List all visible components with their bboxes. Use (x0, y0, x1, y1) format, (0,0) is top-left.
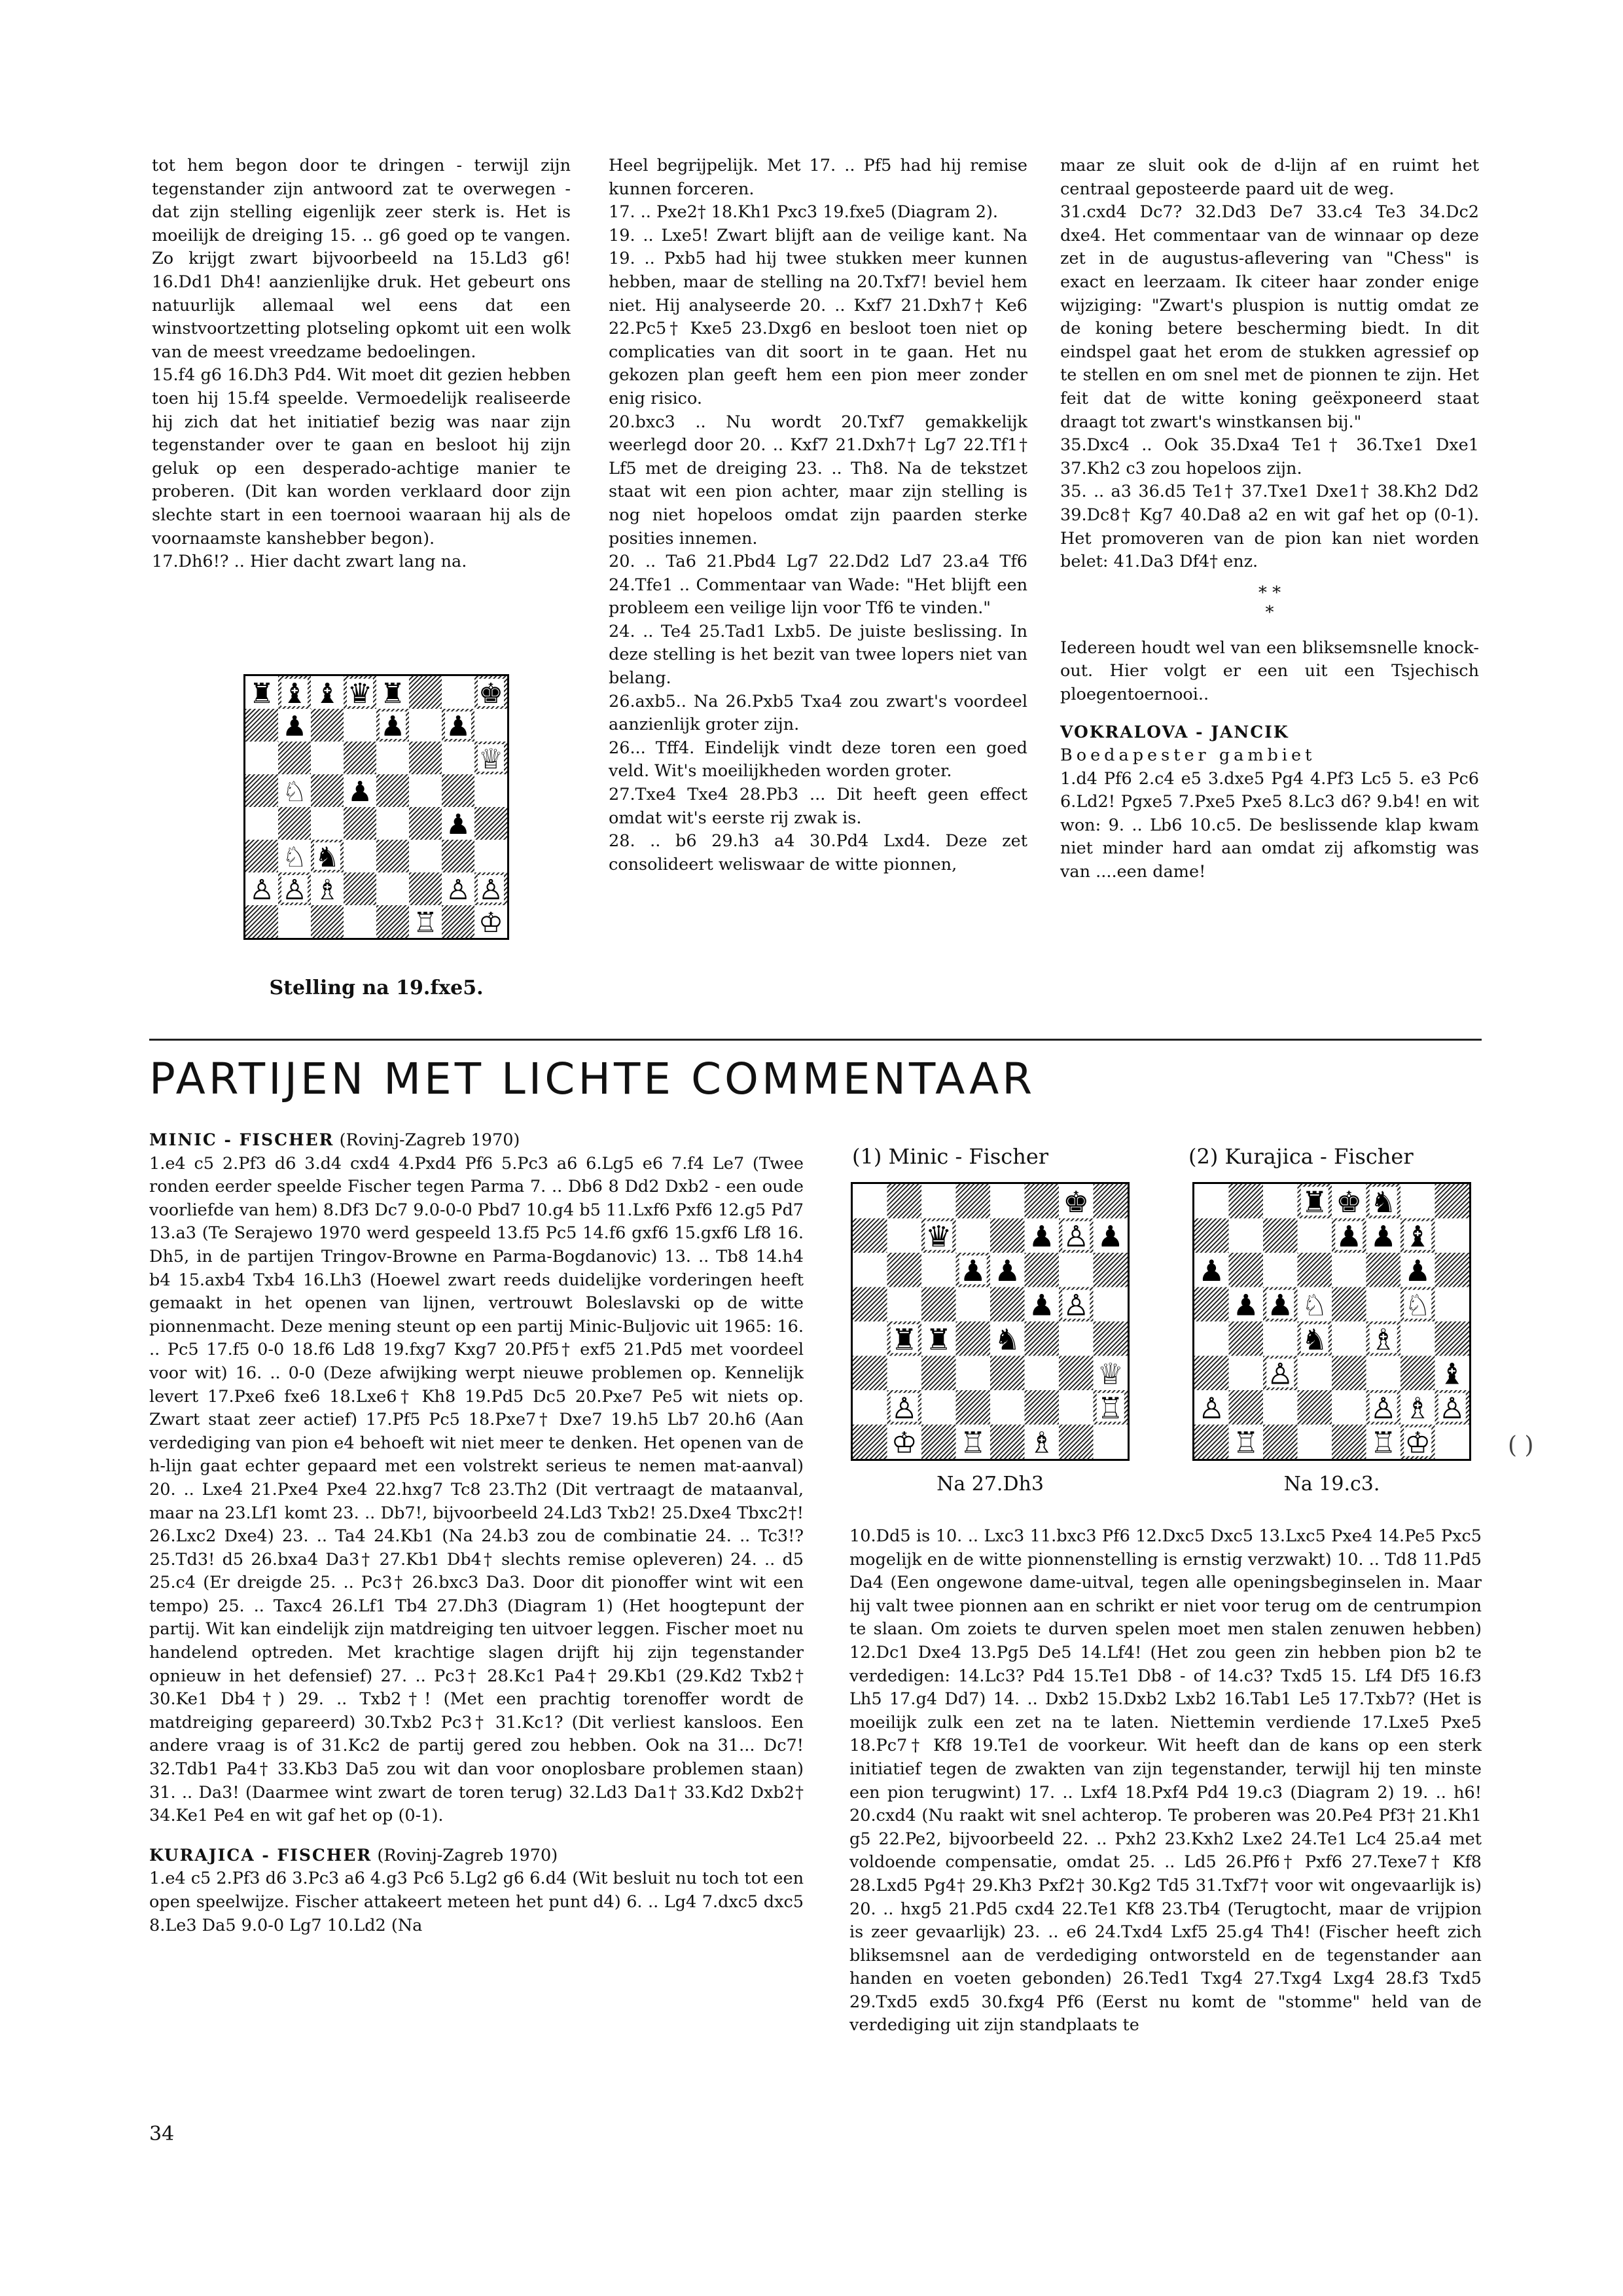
chess-piece: ♟ (347, 776, 373, 808)
chess-piece: ♖ (1232, 1426, 1259, 1459)
chess-piece: ♟ (1336, 1219, 1363, 1254)
chess-piece: ♝ (281, 678, 308, 710)
chess-piece: ♟ (1232, 1288, 1259, 1323)
chess-piece: ♗ (1370, 1323, 1397, 1357)
board-square (278, 905, 311, 938)
chess-board-svg (1194, 1184, 1469, 1459)
chess-piece: ♖ (1097, 1391, 1124, 1426)
board-square (1332, 1321, 1366, 1356)
board-square (442, 774, 474, 807)
board-square (1435, 1184, 1470, 1219)
board-square (853, 1253, 887, 1287)
board-square (1366, 1287, 1401, 1322)
chess-piece: ♘ (281, 776, 308, 808)
board-square (853, 1287, 887, 1322)
board-square (990, 1390, 1025, 1425)
section-divider (149, 1039, 1482, 1041)
column-3 (1060, 154, 1479, 884)
column-1 (152, 154, 571, 574)
board-square (921, 1425, 956, 1460)
board-square (344, 905, 376, 938)
board-square (853, 1321, 887, 1356)
chess-piece: ♗ (314, 874, 340, 906)
board-square (921, 1253, 956, 1287)
board-square (344, 709, 376, 742)
board-square (1229, 1184, 1264, 1219)
board-square (278, 742, 311, 774)
diagram-1-caption: Na 27.Dh3 (936, 1473, 1044, 1496)
chess-piece: ♟ (1267, 1288, 1294, 1323)
board-square (1194, 1219, 1229, 1253)
paragraph: 35.Dxc4 .. Ook 35.Dxa4 Te1† 36.Txe1 Dxe1 37.Kh2 c3 zou hopeloos zijn. (1060, 435, 1479, 478)
chess-board-svg (245, 676, 507, 938)
chess-piece: ♟ (1028, 1288, 1055, 1323)
board-square (990, 1425, 1025, 1460)
game-text: 1.e4 c5 2.Pf3 d6 3.Pc3 a6 4.g3 Pc6 5.Lg2 g6 6.d4 (Wit besluit nu toch tot een open speelwijze. Fischer attakeert meteen het punt d4) 6. .. Lg4 7.dxc5 dxc5 8.Le3 Da5 9.0-0 Lg7 10.Ld2 (Na (149, 1869, 804, 1935)
board-square (1194, 1356, 1229, 1391)
chess-piece: ♚ (1063, 1185, 1090, 1220)
board-square (245, 774, 278, 807)
chess-piece: ♝ (1438, 1357, 1465, 1391)
game-event: (Rovinj-Zagreb 1970) (339, 1130, 520, 1150)
chess-piece: ♗ (1404, 1391, 1431, 1426)
board-square (311, 774, 344, 807)
board-square (990, 1184, 1025, 1219)
board-square (1229, 1321, 1264, 1356)
board-square (1435, 1321, 1470, 1356)
board-square (1025, 1321, 1060, 1356)
board-square (1298, 1253, 1332, 1287)
game-title: KURAJICA - FISCHER (149, 1845, 372, 1865)
column-2 (609, 154, 1027, 876)
paragraph: 15.f4 g6 16.Dh3 Pd4. Wit moet dit gezien hebben toen hij 15.f4 speelde. Vermoedelijk realiseerde hij zich dat het initiatief bezig was naar zijn tegenstander over te gaan en besloot hij zijn geluk op een desperado-achtige manier te proberen. (Dit kan worden verklaard door zijn slechte start in een toernooi waaraan hij als de voornaamste kanshebber begon). (152, 365, 571, 548)
board-square (1298, 1390, 1332, 1425)
board-square (853, 1184, 887, 1219)
board-square (921, 1356, 956, 1391)
paragraph: 19. .. Lxe5! Zwart blijft aan de veilige kant. Na 19. .. Pxb5 had hij twee stukken meer kunnen hebben, maar de stelling na 20.Txf7! beviel hem niet. Hij analyseerde 20. .. Kxf7 21.Dxh7† Ke6 22.Pc5† Kxe5 23.Dxg6 en besloot toen niet op complicaties van dit soort in te gaan. Het nu gekozen plan geeft hem een pion meer zonder enig risico. (609, 225, 1027, 408)
chess-piece: ♜ (380, 678, 406, 710)
chess-piece: ♟ (445, 711, 471, 743)
board-square (990, 1356, 1025, 1391)
game-title: MINIC - FISCHER (149, 1130, 334, 1149)
paragraph: 35. .. a3 36.d5 Te1† 37.Txe1 Dxe1† 38.Kh2 Dd2 39.Dc8† Kg7 40.Da8 a2 en wit gaf het op (0-1). Het promoveren van de pion kan niet worden belet: 41.Da3 Df4† enz. (1060, 482, 1479, 572)
chess-piece: ♔ (891, 1426, 918, 1459)
board-square (1194, 1184, 1229, 1219)
board-square (409, 709, 442, 742)
chess-piece: ♚ (1336, 1185, 1363, 1220)
board-square (1194, 1425, 1229, 1460)
board-square (442, 840, 474, 872)
chess-piece: ♟ (994, 1254, 1021, 1289)
board-square (956, 1390, 991, 1425)
chess-piece: ♘ (281, 842, 308, 874)
board-square (853, 1390, 887, 1425)
board-square (990, 1219, 1025, 1253)
chess-piece: ♛ (925, 1219, 952, 1254)
paragraph: 17. .. Pxe2† 18.Kh1 Pxc3 19.fxe5 (Diagram 2). (609, 202, 999, 223)
board-square (990, 1287, 1025, 1322)
board-square (956, 1184, 991, 1219)
board-square (1332, 1356, 1366, 1391)
board-square (1366, 1356, 1401, 1391)
paragraph: 24. .. Te4 25.Tad1 Lxb5. De juiste beslissing. In deze stelling is het bezit van twee lopers niet van belang. (609, 621, 1027, 689)
board-square (1194, 1287, 1229, 1322)
chess-piece: ♝ (1404, 1219, 1431, 1254)
board-square (1059, 1356, 1094, 1391)
chess-piece: ♟ (959, 1254, 986, 1289)
board-square (1263, 1253, 1298, 1287)
chess-piece: ♟ (281, 711, 308, 743)
board-square (853, 1356, 887, 1391)
board-square (409, 774, 442, 807)
board-square (1229, 1219, 1264, 1253)
lower-column-2 (849, 1525, 1482, 2037)
board-square (1298, 1356, 1332, 1391)
paragraph: 28. .. b6 29.h3 a4 30.Pd4 Lxd4. Deze zet consolideert weliswaar de witte pionnen, (609, 831, 1027, 874)
board-square (1332, 1425, 1366, 1460)
chess-piece: ♛ (347, 678, 373, 710)
board-square (921, 1390, 956, 1425)
chess-piece: ♟ (445, 809, 471, 841)
board-square (311, 905, 344, 938)
board-square (442, 676, 474, 709)
separator-star: * (1265, 602, 1274, 622)
diagram-2-caption: Na 19.c3. (1283, 1473, 1380, 1496)
board-square (376, 840, 409, 872)
board-square (1025, 1356, 1060, 1391)
board-square (1435, 1253, 1470, 1287)
chess-piece: ♟ (1404, 1254, 1431, 1289)
board-square (1025, 1184, 1060, 1219)
separator-stars: * * (1258, 583, 1281, 603)
board-square (887, 1287, 922, 1322)
chess-diagram-2 (1192, 1182, 1471, 1461)
chess-diagram-main (243, 674, 509, 940)
board-square (956, 1356, 991, 1391)
chess-piece: ♖ (1370, 1426, 1397, 1459)
board-square (1435, 1287, 1470, 1322)
margin-mark: ( ) (1508, 1432, 1534, 1459)
board-square (245, 807, 278, 840)
chess-piece: ♞ (994, 1323, 1021, 1357)
board-square (376, 905, 409, 938)
diagram-2-label: (2) Kurajica - Fischer (1188, 1144, 1414, 1169)
chess-piece: ♟ (1028, 1219, 1055, 1254)
paragraph: 26... Tff4. Eindelijk vindt deze toren een goed veld. Wit's moeilijkheden worden groter. (609, 738, 1027, 781)
board-square (1332, 1253, 1366, 1287)
chess-piece: ♙ (445, 874, 471, 906)
board-square (956, 1219, 991, 1253)
board-square (956, 1321, 991, 1356)
chess-piece: ♖ (412, 907, 438, 938)
board-square (1400, 1321, 1435, 1356)
board-square (853, 1425, 887, 1460)
chess-piece: ♙ (1370, 1391, 1397, 1426)
board-square (887, 1219, 922, 1253)
chess-piece: ♔ (478, 907, 504, 938)
board-square (1229, 1253, 1264, 1287)
game-text: 1.d4 Pf6 2.c4 e5 3.dxe5 Pg4 4.Pf3 Lc5 5. e3 Pc6 6.Ld2! Pgxe5 7.Pxe5 Pxe5 8.Lc3 d6? 9.b4! en wit won: 9. .. Lb6 10.c5. De beslissende klap kwam niet minder hard aan omdat zij afkomstig was van ....een dame! (1060, 768, 1479, 882)
board-square (344, 872, 376, 905)
board-square (474, 774, 507, 807)
chess-piece: ♗ (1028, 1426, 1055, 1459)
board-square (311, 709, 344, 742)
board-square (278, 807, 311, 840)
board-square (376, 872, 409, 905)
chess-piece: ♞ (1301, 1323, 1328, 1357)
chess-board-svg (853, 1184, 1128, 1459)
paragraph: tot hem begon door te dringen - terwijl zijn tegenstander zijn antwoord zat te overwegen - dat zijn stelling eigenlijk zeer sterk is. Het is moeilijk de dreiging 15. .. g6 goed op te vangen. Zo krijgt zwart bijvoorbeeld na 15.Ld3 g6! 16.Dd1 Dh4! aanzienlijke druk. Het gebeurt ons natuurlijk allemaal wel eens dat een winstvoortzetting plotseling opkomt uit een wolk van de meest vreedzame bedoelingen. (152, 156, 571, 362)
board-square (1400, 1184, 1435, 1219)
chess-piece: ♚ (478, 678, 504, 710)
chess-piece: ♙ (1438, 1391, 1465, 1426)
board-square (245, 905, 278, 938)
diagram-caption: Stelling na 19.fxe5. (269, 977, 484, 999)
board-square (245, 709, 278, 742)
chess-piece: ♞ (1370, 1185, 1397, 1220)
board-square (921, 1184, 956, 1219)
chess-piece: ♜ (249, 678, 275, 710)
board-square (1298, 1219, 1332, 1253)
chess-piece: ♜ (891, 1323, 918, 1357)
diagram-1-label: (1) Minic - Fischer (852, 1144, 1049, 1169)
board-square (376, 807, 409, 840)
board-square (1094, 1425, 1128, 1460)
board-square (474, 807, 507, 840)
chess-piece: ♟ (380, 711, 406, 743)
board-square (1435, 1425, 1470, 1460)
board-square (887, 1184, 922, 1219)
board-square (1263, 1219, 1298, 1253)
paragraph: 31.cxd4 Dc7? 32.Dd3 De7 33.c4 Te3 34.Dc2 dxe4. Het commentaar van de winnaar op deze zet in de augustus-aflevering van "Chess" is exact en leerzaam. Ik citeer haar zonder enige wijziging: "Zwart's pluspion is nuttig omdat ze de koning betere bescherming biedt. In dit eindspel gaat het erom de stukken agressief op te stellen en om snel met de pionnen te zijn. Het feit dat de witte koning geëxponeerd staat draagt tot zwart's winstkansen bij." (1060, 202, 1479, 432)
chess-piece: ♖ (959, 1426, 986, 1459)
chess-piece: ♝ (314, 678, 340, 710)
board-square (409, 840, 442, 872)
chess-piece: ♜ (1301, 1185, 1328, 1220)
board-square (956, 1287, 991, 1322)
game-text: 1.e4 c5 2.Pf3 d6 3.d4 cxd4 4.Pxd4 Pf6 5.Pc3 a6 6.Lg5 e6 7.f4 Le7 (Twee ronden eerder speelde Fischer tegen Parma 7. .. Db6 8 Dd2 Dxb2 - een oude voorliefde van hem) 8.Df3 Dc7 9.0-0-0 Pbd7 10.g4 b5 11.Lxf6 Pxf6 12.g5 Pd7 13.a3 (Te Serajewo 1970 werd gespeeld 13.f5 Pc5 14.f6 gxf6 15.gxf6 Lf8 16. Dh5, in de partijen Tringov-Browne en Parma-Bogdanovic) 13. .. Tb8 14.h4 b4 15.axb4 Txb4 16.Lh3 (Hoewel zwart reeds duidelijke vorderingen heeft gemaakt in het openen van lijnen, vertrouwt Boleslavski op de witte pionnenmacht. Deze mening steunt op een partij Minic-Buljovic uit 1965: 16. .. Pc5 17.f5 0-0 18.f6 Ld8 19.fxg7 Kxg7 20.Pf5† exf5 21.Pd5 met voordeel voor wit) 16. .. 0-0 (Deze afwijking werpt nieuwe problemen op. Kennelijk levert 17.Pxe6 fxe6 18.Lxe6† Kh8 19.Pd5 Dc5 20.Pxe7 Pe5 wit niets op. Zwart staat zeer actief) 17.Pf5 Pc5 18.Pxe7† Dxe7 19.h5 Lb7 20.h6 (Aan verdediging van pion e4 behoeft wit niet meer te denken. Het openen van de h-lijn gaat echter gepaard met een volstrekt serieus te nemen mat-aanval) 20. .. Lxe4 21.Pxe4 Pxe4 22.hxg7 Tc8 23.Th2 (Dit vertraagt de mataanval, maar na 23.Lf1 komt 23. .. Db7!, bijvoorbeeld 24.Ld3 Txb2! 25.Dxe4 Tbxc2†! 26.Lxc2 Dxe4) 23. .. Ta4 24.Kb1 (Na 24.b3 zou de combinatie 24. .. Tc3!? 25.Td3! d5 26.bxa4 Da3† 27.Kb1 Db4† slechts remise opleveren) 24. .. d5 25.c4 (Er dreigde 25. .. Pc3† 26.bxc3 Da3. Door dit pionoffer wint wit een tempo) 25. .. Taxc4 26.Lf1 Tb4 27.Dh3 (Diagram 1) (Het hoogtepunt der partij. Wit kan eindelijk zijn matdreiging ten uitvoer leggen. Fischer moet nu handelend optreden. Met krachtige slagen drijft hij zijn tegenstander opnieuw in het defensief) 27. .. Pc3† 28.Kc1 Pa4† 29.Kb1 (29.Kd2 Txb2† 30.Ke1 Db4†) 29. .. Txb2†! (Met een prachtig torenoffer wordt de matdreiging gepareerd) 30.Txb2 Pc3† 31.Kc1? (Dit verliest kansloos. Een andere vraag is of 31.Kc2 de partij gered zou hebben. Ook na 31... Dc7! 32.Tdb1 Pa4† 33.Kb3 Da5 zou wit dan voor onoplosbare problemen staan) 31. .. Da3! (Daarmee wint zwart de toren terug) 32.Ld3 Da1† 33.Kd2 Dxb2† 34.Ke1 Pe4 en wit gaf het op (0-1). (149, 1153, 804, 1826)
board-square (1366, 1253, 1401, 1287)
board-square (1025, 1390, 1060, 1425)
board-square (442, 905, 474, 938)
board-square (245, 840, 278, 872)
page-number: 34 (149, 2123, 175, 2145)
board-square (1059, 1390, 1094, 1425)
chess-piece: ♙ (281, 874, 308, 906)
board-square (1194, 1321, 1229, 1356)
opening-name: Boedapester gambiet (1060, 745, 1316, 766)
board-square (1263, 1390, 1298, 1425)
board-square (887, 1356, 922, 1391)
board-square (1094, 1184, 1128, 1219)
board-square (1229, 1356, 1264, 1391)
chess-piece: ♙ (1198, 1391, 1225, 1426)
board-square (1094, 1287, 1128, 1322)
chess-piece: ♙ (1063, 1219, 1090, 1254)
board-square (344, 742, 376, 774)
board-square (1094, 1253, 1128, 1287)
paragraph: Iedereen houdt wel van een bliksemsnelle knock-out. Hier volgt er een uit een Tsjechisch ploegentoernooi.. (1060, 637, 1479, 704)
board-square (409, 676, 442, 709)
board-square (474, 709, 507, 742)
chess-diagram-1 (851, 1182, 1130, 1461)
chess-piece: ♟ (1097, 1219, 1124, 1254)
paragraph: 20. .. Ta6 21.Pbd4 Lg7 22.Dd2 Ld7 23.a4 Tf6 24.Tfe1 .. Commentaar van Wade: "Het blijft een probleem een veilige lijn voor Tf6 te vinden." (609, 552, 1027, 619)
chess-piece: ♜ (925, 1323, 952, 1357)
board-square (376, 774, 409, 807)
board-square (344, 840, 376, 872)
chess-piece: ♟ (1198, 1254, 1225, 1289)
chess-piece: ♘ (1301, 1288, 1328, 1323)
game-event: (Rovinj-Zagreb 1970) (377, 1845, 558, 1865)
board-square (1059, 1253, 1094, 1287)
board-square (1298, 1425, 1332, 1460)
board-square (1059, 1425, 1094, 1460)
board-square (1263, 1425, 1298, 1460)
chess-piece: ♔ (1404, 1426, 1431, 1459)
board-square (409, 807, 442, 840)
paragraph: 26.axb5.. Na 26.Pxb5 Txa4 zou zwart's voordeel aanzienlijk groter zijn. (609, 691, 1027, 735)
board-square (1263, 1321, 1298, 1356)
chess-piece: ♕ (1097, 1357, 1124, 1391)
chess-piece: ♙ (249, 874, 275, 906)
paragraph: maar ze sluit ook de d-lijn af en ruimt het centraal geposteerde paard uit de weg. (1060, 156, 1479, 199)
board-square (1059, 1321, 1094, 1356)
chess-piece: ♟ (1370, 1219, 1397, 1254)
paragraph: Heel begrijpelijk. Met 17. .. Pf5 had hij remise kunnen forceren. (609, 156, 1027, 199)
board-square (376, 742, 409, 774)
board-square (1263, 1184, 1298, 1219)
board-square (1435, 1219, 1470, 1253)
chess-piece: ♙ (478, 874, 504, 906)
board-square (1332, 1287, 1366, 1322)
board-square (344, 807, 376, 840)
board-square (887, 1253, 922, 1287)
chess-piece: ♞ (314, 842, 340, 874)
game-title: VOKRALOVA - JANCIK (1060, 723, 1289, 742)
board-square (1025, 1253, 1060, 1287)
board-square (853, 1219, 887, 1253)
paragraph: 20.bxc3 .. Nu wordt 20.Txf7 gemakkelijk weerlegd door 20. .. Kxf7 21.Dxh7† Lg7 22.Tf1† Lf5 met de dreiging 23. .. Th8. Na de tekstzet staat wit een pion achter, maar zijn stelling is nog niet hopeloos omdat zijn paarden sterke posities innemen. (609, 412, 1027, 548)
chess-piece: ♕ (478, 744, 504, 776)
chess-piece: ♘ (1404, 1288, 1431, 1323)
chess-piece: ♙ (1063, 1288, 1090, 1323)
chess-piece: ♙ (1267, 1357, 1294, 1391)
board-square (1400, 1356, 1435, 1391)
paragraph: 27.Txe4 Txe4 28.Pb3 ... Dit heeft geen effect omdat wit's eerste rij zwak is. (609, 785, 1027, 828)
board-square (311, 807, 344, 840)
lower-column-1 (149, 1128, 804, 1937)
board-square (921, 1287, 956, 1322)
board-square (1094, 1321, 1128, 1356)
game-text: 10.Dd5 is 10. .. Lxc3 11.bxc3 Pf6 12.Dxc5 Dxc5 13.Lxc5 Pxe4 14.Pe5 Pxc5 mogelijk en de witte pionnenstelling is ernstig verzwakt) 10. .. Td8 11.Pd5 Da4 (Een ongewone dame-uitval, tegen alle openingsbeginselen in. Maar hij valt twee pionnen aan en schrikt er niet voor terug om de centrumpion te slaan. Om zoiets te durven spelen moet men stalen zenuwen hebben) 12.Dc1 Dxe4 13.Pg5 De5 14.Lf4! (Het zou geen zin hebben pion b2 te verdedigen: 14.Lc3? Pd4 15.Te1 Db8 - of 14.c3? Txd5 15. Lf4 Df5 16.f3 Lh5 17.g4 Dd7) 14. .. Dxb2 15.Dxb2 Lxb2 16.Tab1 Le5 17.Txb7? (Het is moeilijk zulk een zet na te laten. Niettemin verdiende 17.Lxe5 Pxe5 18.Pc7† Kf8 19.Te1 de voorkeur. Wit heeft dan de kans op een sterk initiatief tegen de zwakten van zijn tegenstander, terwijl hij ten minste een pion terugwint) 17. .. Lxf4 18.Pxf4 Pd4 19.c3 (Diagram 2) 19. .. h6! 20.cxd4 (Nu raakt wit snel achterop. Te proberen was 20.Pe4 Pf3† 21.Kh1 g5 22.Pe2, bijvoorbeeld 22. .. Pxh2 23.Kxh2 Lxe2 24.Te1 Lc4 25.a4 met voldoende compensatie, omdat 25. .. Ld5 26.Pf6† Pxf6 27.Texe7† Kf8 28.Lxd5 Pg4† 29.Kh3 Pxf2† 30.Kg2 Td5 31.Txf7† voor wit ongevaarlijk is) 20. .. hxg5 21.Pd5 cxd4 22.Te1 Kf8 23.Tb4 (Terugtocht, maar de vrijpion is zeer gevaarlijk) 23. .. e6 24.Txd4 Lxf5 25.g4 Th4! (Fischer heeft zich bliksemsnel aan de verdediging ontworsteld en de tegenstander aan handen en voeten gebonden) 26.Ted1 Txg4 27.Txg4 Lxg4 28.f3 Txd5 29.Txd5 exd5 30.fxg4 Pf6 (Eerst nu komt de "stomme" held van de verdediging uit zijn standplaats te (849, 1526, 1482, 2036)
chess-piece: ♙ (891, 1391, 918, 1426)
board-square (245, 742, 278, 774)
paragraph: 17.Dh6!? .. Hier dacht zwart lang na. (152, 552, 467, 572)
board-square (1332, 1390, 1366, 1425)
board-square (311, 742, 344, 774)
section-separator (1060, 583, 1479, 622)
board-square (409, 742, 442, 774)
board-square (442, 742, 474, 774)
board-square (409, 872, 442, 905)
board-square (1229, 1390, 1264, 1425)
board-square (474, 840, 507, 872)
section-heading: PARTIJEN MET LICHTE COMMENTAAR (149, 1054, 1036, 1104)
